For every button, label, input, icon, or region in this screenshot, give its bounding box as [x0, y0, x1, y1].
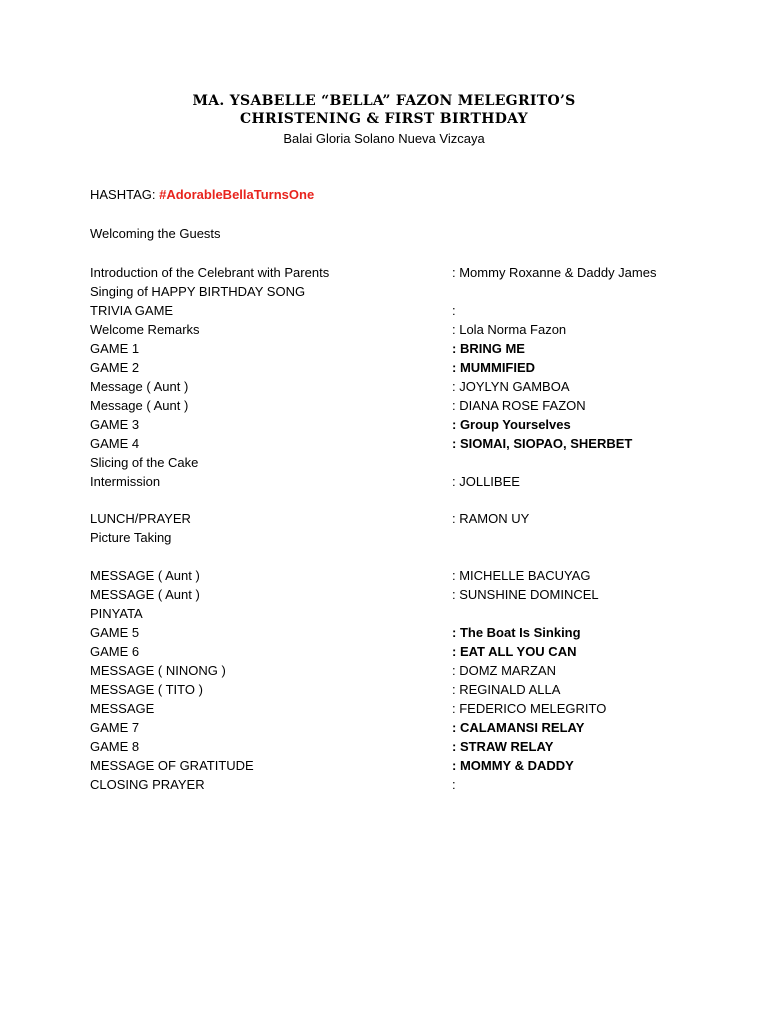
program-row: [0, 566, 768, 585]
program-item: PINYATA: [90, 606, 143, 621]
program-detail: : DIANA ROSE FAZON: [452, 398, 586, 413]
program-item: GAME 1: [90, 341, 140, 356]
program-row: [0, 472, 768, 491]
program-detail: : MOMMY & DADDY: [452, 758, 574, 773]
program-row: [0, 453, 768, 472]
program-detail: : MICHELLE BACUYAG: [452, 568, 591, 583]
welcome-line: Welcoming the Guests: [90, 226, 221, 241]
program-row: [0, 528, 768, 547]
program-item: Slicing of the Cake: [90, 455, 199, 470]
program-item: MESSAGE ( Aunt ): [90, 587, 200, 602]
program-row: [0, 737, 768, 756]
program-detail: : EAT ALL YOU CAN: [452, 644, 577, 659]
program-row: [0, 585, 768, 604]
program-row: [0, 415, 768, 434]
program-row: [0, 301, 768, 320]
program-item: Welcome Remarks: [90, 322, 200, 337]
program-row: [0, 642, 768, 661]
program-item: Intermission: [90, 474, 161, 489]
document-title-line-1: MA. YSABELLE “BELLA” FAZON MELEGRITO’S: [192, 93, 576, 109]
program-item: CLOSING PRAYER: [90, 777, 205, 792]
program-detail: : JOLLIBEE: [452, 474, 520, 489]
program-row: [0, 680, 768, 699]
program-row: [0, 699, 768, 718]
program-row: [0, 775, 768, 794]
program-detail: : Group Yourselves: [452, 417, 571, 432]
program-row: [0, 377, 768, 396]
program-item: MESSAGE OF GRATITUDE: [90, 758, 254, 773]
hashtag-value: #AdorableBellaTurnsOne: [159, 187, 315, 202]
program-detail: : Lola Norma Fazon: [452, 322, 567, 337]
program-item: MESSAGE: [90, 701, 155, 716]
program-item: GAME 2: [90, 360, 140, 375]
program-row: [0, 434, 768, 453]
program-item: GAME 6: [90, 644, 140, 659]
program-item: MESSAGE ( Aunt ): [90, 568, 200, 583]
program-detail: : The Boat Is Sinking: [452, 625, 581, 640]
program-detail: : MUMMIFIED: [452, 360, 536, 375]
program-row: [0, 358, 768, 377]
program-row: [0, 756, 768, 775]
program-row: [0, 718, 768, 737]
program-detail: : FEDERICO MELEGRITO: [452, 701, 607, 716]
program-item: Introduction of the Celebrant with Parents: [90, 265, 330, 280]
program-detail: : DOMZ MARZAN: [452, 663, 556, 678]
program-item: TRIVIA GAME: [90, 303, 174, 318]
program-row: [0, 509, 768, 528]
program-detail: : REGINALD ALLA: [452, 682, 561, 697]
program-item: Picture Taking: [90, 530, 172, 545]
hashtag-label: HASHTAG:: [90, 187, 160, 202]
program-item: Message ( Aunt ): [90, 379, 189, 394]
program-detail: :: [452, 303, 456, 318]
hashtag-line: [90, 187, 314, 202]
program-item: GAME 5: [90, 625, 140, 640]
program-row: [0, 263, 768, 282]
program-detail: : CALAMANSI RELAY: [452, 720, 585, 735]
program-detail: : Mommy Roxanne & Daddy James: [452, 265, 657, 280]
program-row: [0, 661, 768, 680]
program-item: GAME 4: [90, 436, 140, 451]
program-row: [0, 320, 768, 339]
program-row: [0, 623, 768, 642]
program-detail: : SUNSHINE DOMINCEL: [452, 587, 599, 602]
program-detail: : STRAW RELAY: [452, 739, 554, 754]
venue-line: Balai Gloria Solano Nueva Vizcaya: [283, 131, 485, 146]
program-row: [0, 604, 768, 623]
program-item: LUNCH/PRAYER: [90, 511, 191, 526]
program-item: Singing of HAPPY BIRTHDAY SONG: [90, 284, 306, 299]
program-item: GAME 3: [90, 417, 140, 432]
program-detail: : RAMON UY: [452, 511, 530, 526]
program-item: GAME 7: [90, 720, 140, 735]
document-title-line-2: CHRISTENING & FIRST BIRTHDAY: [240, 111, 528, 127]
program-item: MESSAGE ( TITO ): [90, 682, 203, 697]
program-row: [0, 396, 768, 415]
program-item: GAME 8: [90, 739, 140, 754]
program-detail: :: [452, 777, 456, 792]
program-item: Message ( Aunt ): [90, 398, 189, 413]
program-item: MESSAGE ( NINONG ): [90, 663, 226, 678]
program-detail: : JOYLYN GAMBOA: [452, 379, 570, 394]
program-row: [0, 339, 768, 358]
program-row: [0, 282, 768, 301]
program-detail: : SIOMAI, SIOPAO, SHERBET: [452, 436, 633, 451]
program-detail: : BRING ME: [452, 341, 525, 356]
